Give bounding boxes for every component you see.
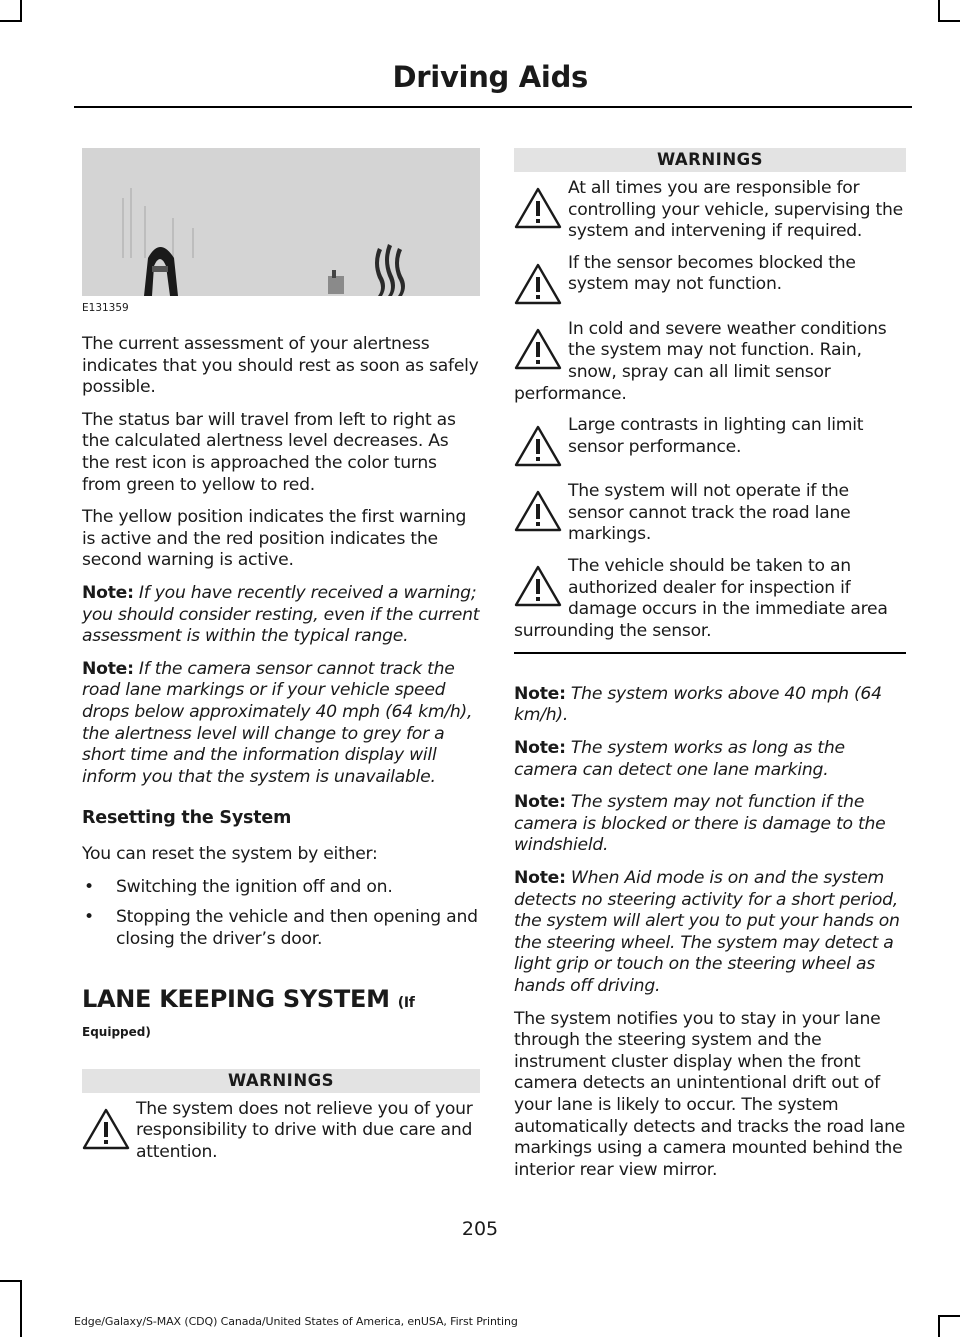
footer-edition: Edge/Galaxy/S-MAX (CDQ) Canada/United States of America, enUSA, First Printing xyxy=(74,1315,518,1328)
warning-triangle-icon xyxy=(514,186,562,230)
warning-item xyxy=(514,415,906,471)
note-text: If the camera sensor cannot track the road lane markings or if your vehicle speed drops below approximately 40 mph (64 km/h), the alertness level will change to grey for a short time and the information display will inform you that the system is unavailable. xyxy=(82,658,473,787)
paragraph: You can reset the system by either: xyxy=(82,844,378,865)
crop-mark xyxy=(0,1280,22,1282)
warning-triangle-icon xyxy=(514,423,562,469)
note xyxy=(514,868,906,998)
note xyxy=(82,583,480,648)
warning-text: The system does not relieve you of your responsibility to drive with due care and attention. xyxy=(136,1098,473,1162)
crop-mark xyxy=(20,1280,22,1337)
note-label: Note: xyxy=(82,658,134,679)
bullet-icon: • xyxy=(84,907,94,928)
note-label: Note: xyxy=(514,738,566,758)
section-title xyxy=(82,985,480,1013)
warning-item xyxy=(514,178,906,243)
list-item xyxy=(82,877,480,899)
warning-item xyxy=(514,556,906,642)
paragraph: The system notifies you to stay in your lane through the steering system and the instrument cluster display when the front camera detects an unintentional drift out of your lane is likely to occur. The system automatically detects and tracks the road lane markings using a camera mounted behind the interior rear view mirror. xyxy=(514,1008,906,1180)
warning-text: Large contrasts in lighting can limit sensor performance. xyxy=(568,415,864,457)
crop-mark xyxy=(938,0,940,22)
paragraph: The yellow position indicates the first warning is active and the red position indicates the second warning is active. xyxy=(82,507,467,571)
alertness-display-figure xyxy=(82,148,480,296)
alertness-figure-graphic xyxy=(82,148,480,296)
reset-options-list xyxy=(82,877,480,951)
note-text: The system works as long as the camera can detect one lane marking. xyxy=(514,738,845,780)
warning-text: The system will not operate if the sensor cannot track the road lane markings. xyxy=(568,481,851,545)
warning-text: If the sensor becomes blocked the system may not function. xyxy=(568,252,856,295)
page-title: Driving Aids xyxy=(392,60,588,94)
warning-triangle-icon xyxy=(82,1107,130,1151)
crop-mark xyxy=(938,1315,940,1337)
list-item-text: Switching the ignition off and on. xyxy=(116,876,393,897)
warning-item xyxy=(82,1099,480,1164)
page-number: 205 xyxy=(461,1218,499,1240)
header-divider xyxy=(74,106,912,108)
note-label: Note: xyxy=(514,683,566,704)
note-text: The system may not function if the camera is blocked or there is damage to the windshield. xyxy=(514,792,886,856)
warning-text: At all times you are responsible for controlling your vehicle, supervising the system and intervening if required. xyxy=(568,178,903,242)
note-label: Note: xyxy=(82,582,134,603)
figure-code: E131359 xyxy=(82,302,129,314)
paragraph: The current assessment of your alertness indicates that you should rest as soon as safely possible. xyxy=(82,334,479,398)
list-item-text: Stopping the vehicle and then opening and closing the driver’s door. xyxy=(116,907,478,950)
warning-triangle-icon xyxy=(514,564,562,608)
warning-item xyxy=(514,253,906,309)
bullet-icon: • xyxy=(84,876,94,897)
note-text: When Aid mode is on and the system detects no steering activity for a short period, the system will alert you to put your hands on the steering wheel. The system may detect a light grip or touch on the steering wheel as hands off driving. xyxy=(514,867,900,996)
list-item xyxy=(82,907,480,950)
paragraph: The status bar will travel from left to right as the calculated alertness level decreases. As the rest icon is approached the color turns from green to yellow to red. xyxy=(82,409,456,495)
warnings-divider xyxy=(514,652,906,654)
section-title-suffix: (If xyxy=(397,994,415,1011)
warning-triangle-icon xyxy=(514,261,562,307)
crop-mark xyxy=(938,1315,960,1317)
warning-triangle-icon xyxy=(514,489,562,533)
note xyxy=(514,684,906,727)
crop-mark xyxy=(0,20,22,22)
note-text: The system works above 40 mph (64 km/h). xyxy=(514,683,882,726)
note-text: If you have recently received a warning; you should consider resting, even if the current assessment is within the typical range. xyxy=(82,582,480,647)
warning-triangle-icon xyxy=(514,327,562,371)
right-column xyxy=(514,148,906,1192)
note xyxy=(514,738,906,781)
note-label: Note: xyxy=(514,792,566,813)
resetting-heading: Resetting the System xyxy=(82,808,292,829)
note xyxy=(82,659,480,789)
note-label: Note: xyxy=(514,867,566,888)
section-equipped-note: Equipped) xyxy=(82,1024,151,1039)
warning-item xyxy=(514,481,906,546)
warning-text: The vehicle should be taken to an authorized dealer for inspection if damage occurs in the immediate area surrounding the sensor. xyxy=(514,555,888,641)
warning-item xyxy=(514,319,906,405)
note xyxy=(514,792,906,857)
left-column xyxy=(82,148,480,1173)
warnings-header: WARNINGS xyxy=(514,148,906,172)
crop-mark xyxy=(20,0,22,22)
warning-text: In cold and severe weather conditions the system may not function. Rain, snow, spray can all limit sensor performance. xyxy=(514,318,887,404)
crop-mark xyxy=(938,20,960,22)
section-title-text: LANE KEEPING SYSTEM xyxy=(82,984,390,1013)
warnings-header: WARNINGS xyxy=(82,1069,480,1093)
